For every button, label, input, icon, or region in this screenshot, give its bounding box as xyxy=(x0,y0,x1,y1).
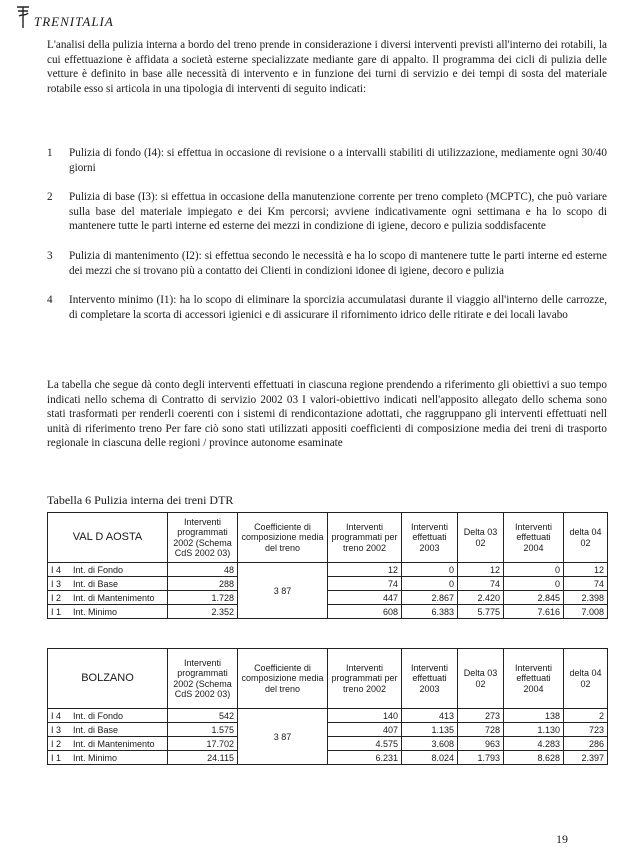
cell-delta-03-02: 12 xyxy=(458,563,504,577)
cell-delta-03-02: 74 xyxy=(458,577,504,591)
cell-per-treno: 407 xyxy=(328,723,402,737)
list-text: Pulizia di base (I3): si effettua in occasione della manutenzione corrente per treno completo (MCPTC), che può variare sulla base del materiale impiegato e dei Km percorsi; avviene indicativamente ogni settimana e ha lo scopo di mantenere tutte le parti interne ed esterne dei mezzi in condizione di igiene, decoro e pulizia soddisfacente xyxy=(69,191,607,233)
region-table-bolzano xyxy=(47,648,608,765)
page-header xyxy=(14,4,214,32)
col-header-effettuati-2003: Interventi effettuati 2003 xyxy=(402,513,458,563)
cell-delta-04-02: 74 xyxy=(564,577,608,591)
cell-per-treno: 12 xyxy=(328,563,402,577)
table-row xyxy=(48,737,608,751)
brand-name: TRENITALIA xyxy=(34,14,114,29)
list-number: 1 xyxy=(47,147,53,159)
cell-programmati: 24.115 xyxy=(168,751,238,765)
list-text: Intervento minimo (I1): ha lo scopo di eliminare la sporcizia accumulatasi durante il viaggio all'interno delle carrozze, di completare la scorta di accessori igienici e di assicurare il rifornimento idrico delle ritirate e dei locali lavabo xyxy=(69,294,607,321)
page-number: 19 xyxy=(556,832,568,846)
cell-delta-03-02: 273 xyxy=(458,709,504,723)
cell-effettuati-2003: 413 xyxy=(402,709,458,723)
col-header-effettuati-2004: Interventi effettuati 2004 xyxy=(504,649,564,709)
cell-per-treno: 74 xyxy=(328,577,402,591)
cell-effettuati-2003: 8.024 xyxy=(402,751,458,765)
col-header-effettuati-2004: Interventi effettuati 2004 xyxy=(504,513,564,563)
list-number: 3 xyxy=(47,249,53,262)
cell-effettuati-2003: 1.135 xyxy=(402,723,458,737)
cell-effettuati-2004: 7.616 xyxy=(504,605,564,619)
col-header-coefficiente: Coefficiente di composizione media del treno xyxy=(238,513,328,563)
cell-delta-03-02: 5.775 xyxy=(458,605,504,619)
cell-effettuati-2004: 2.845 xyxy=(504,591,564,605)
region-name: VAL D AOSTA xyxy=(48,513,168,563)
cell-effettuati-2003: 6.383 xyxy=(402,605,458,619)
cell-delta-04-02: 723 xyxy=(564,723,608,737)
cell-effettuati-2004: 138 xyxy=(504,709,564,723)
list-number: 4 xyxy=(47,294,53,307)
table-row xyxy=(48,563,608,577)
cell-delta-04-02: 12 xyxy=(564,563,608,577)
cell-delta-03-02: 2.420 xyxy=(458,591,504,605)
cell-effettuati-2004: 8.628 xyxy=(504,751,564,765)
cell-programmati: 17.702 xyxy=(168,737,238,751)
col-header-coefficiente: Coefficiente di composizione media del treno xyxy=(238,649,328,709)
cell-per-treno: 447 xyxy=(328,591,402,605)
row-label: I 1 Int. Minimo xyxy=(48,605,168,619)
cell-delta-04-02: 2.398 xyxy=(564,591,608,605)
cell-programmati: 288 xyxy=(168,577,238,591)
cell-effettuati-2004: 0 xyxy=(504,563,564,577)
table-row xyxy=(48,751,608,765)
list-number: 2 xyxy=(47,191,53,204)
cell-programmati: 542 xyxy=(168,709,238,723)
row-label: I 4 Int. di Fondo xyxy=(48,709,168,723)
list-item xyxy=(47,190,607,234)
table-intro-paragraph: La tabella che segue dà conto degli interventi effettuati in ciascuna regione prendendo a riferimento gli obiettivi a suo tempo indicati nello schema di Contratto di servizio 2002 03 I valori-obiettivo indicati nell'apposito allegato dello schema sono stati trasformati per renderli coerenti con i sistemi di rendicontazione adottati, che raggruppano gli interventi effettuati nell unità di riferimento treno Per fare ciò sono stati utilizzati appositi coefficienti di composizione media dei treni di trasporto regionale in ciascuna delle regioni / province autonome esaminate xyxy=(47,379,607,450)
list-item xyxy=(47,293,607,322)
col-header-effettuati-2003: Interventi effettuati 2003 xyxy=(402,649,458,709)
cell-effettuati-2004: 0 xyxy=(504,577,564,591)
col-header-delta-04-02: delta 04 02 xyxy=(564,649,608,709)
cell-effettuati-2003: 0 xyxy=(402,577,458,591)
cell-delta-03-02: 963 xyxy=(458,737,504,751)
list-item xyxy=(47,249,607,278)
cell-delta-04-02: 2 xyxy=(564,709,608,723)
cell-delta-03-02: 728 xyxy=(458,723,504,737)
trenitalia-logo-icon xyxy=(14,4,32,30)
row-label: I 4 Int. di Fondo xyxy=(48,563,168,577)
col-header-delta-04-02: delta 04 02 xyxy=(564,513,608,563)
cell-effettuati-2003: 2.867 xyxy=(402,591,458,605)
cell-coefficiente: 3 87 xyxy=(238,709,328,765)
table-row xyxy=(48,723,608,737)
region-table-val-d-aosta xyxy=(47,512,608,619)
table-row xyxy=(48,605,608,619)
cell-per-treno: 140 xyxy=(328,709,402,723)
cleaning-types-list xyxy=(47,146,607,337)
cell-coefficiente: 3 87 xyxy=(238,563,328,619)
cell-programmati: 2.352 xyxy=(168,605,238,619)
cell-delta-03-02: 1.793 xyxy=(458,751,504,765)
row-label: I 1 Int. Minimo xyxy=(48,751,168,765)
cell-programmati: 48 xyxy=(168,563,238,577)
list-text: Pulizia di fondo (I4): si effettua in occasione di revisione o a intervalli stabiliti di utilizzazione, mediamente ogni 30/40 giorni xyxy=(69,147,607,174)
cell-delta-04-02: 2.397 xyxy=(564,751,608,765)
intro-paragraph: L'analisi della pulizia interna a bordo del treno prende in considerazione i diversi interventi previsti all'interno dei rotabili, la cui effettuazione è affidata a società esterne specializzate mediante gare di appalto. Il programma dei cicli di pulizia delle vetture è definito in base alle necessità di intervento e in funzione dei turni di servizio e dei tempi di sosta del materiale rotabile esso si articola in una tipologia di interventi di seguito indicati: xyxy=(47,39,607,95)
col-header-per-treno: Interventi programmati per treno 2002 xyxy=(328,513,402,563)
col-header-delta-03-02: Delta 03 02 xyxy=(458,513,504,563)
row-label: I 3 Int. di Base xyxy=(48,723,168,737)
col-header-per-treno: Interventi programmati per treno 2002 xyxy=(328,649,402,709)
cell-per-treno: 6.231 xyxy=(328,751,402,765)
list-item xyxy=(47,146,607,175)
row-label: I 2 Int. di Mantenimento xyxy=(48,591,168,605)
list-text: Pulizia di mantenimento (I2): si effettua secondo le necessità e ha lo scopo di mantenere tutte le parti interne ed esterne dei mezzi che si trovano più a contatto dei Clienti in condizioni idonee di igiene, decoro e pulizia xyxy=(69,249,607,277)
cell-programmati: 1.575 xyxy=(168,723,238,737)
cell-delta-04-02: 286 xyxy=(564,737,608,751)
cell-per-treno: 608 xyxy=(328,605,402,619)
row-label: I 3 Int. di Base xyxy=(48,577,168,591)
row-label: I 2 Int. di Mantenimento xyxy=(48,737,168,751)
cell-programmati: 1.728 xyxy=(168,591,238,605)
cell-per-treno: 4.575 xyxy=(328,737,402,751)
col-header-programmati: Interventi programmati 2002 (Schema CdS 2002 03) xyxy=(168,649,238,709)
col-header-programmati: Interventi programmati 2002 (Schema CdS 2002 03) xyxy=(168,513,238,563)
table-row xyxy=(48,577,608,591)
table-title: Tabella 6 Pulizia interna dei treni DTR xyxy=(47,493,234,507)
cell-effettuati-2004: 4.283 xyxy=(504,737,564,751)
table-row xyxy=(48,709,608,723)
col-header-delta-03-02: Delta 03 02 xyxy=(458,649,504,709)
cell-effettuati-2003: 0 xyxy=(402,563,458,577)
cell-effettuati-2003: 3.608 xyxy=(402,737,458,751)
region-name: BOLZANO xyxy=(48,649,168,709)
cell-effettuati-2004: 1.130 xyxy=(504,723,564,737)
cell-delta-04-02: 7.008 xyxy=(564,605,608,619)
table-row xyxy=(48,591,608,605)
